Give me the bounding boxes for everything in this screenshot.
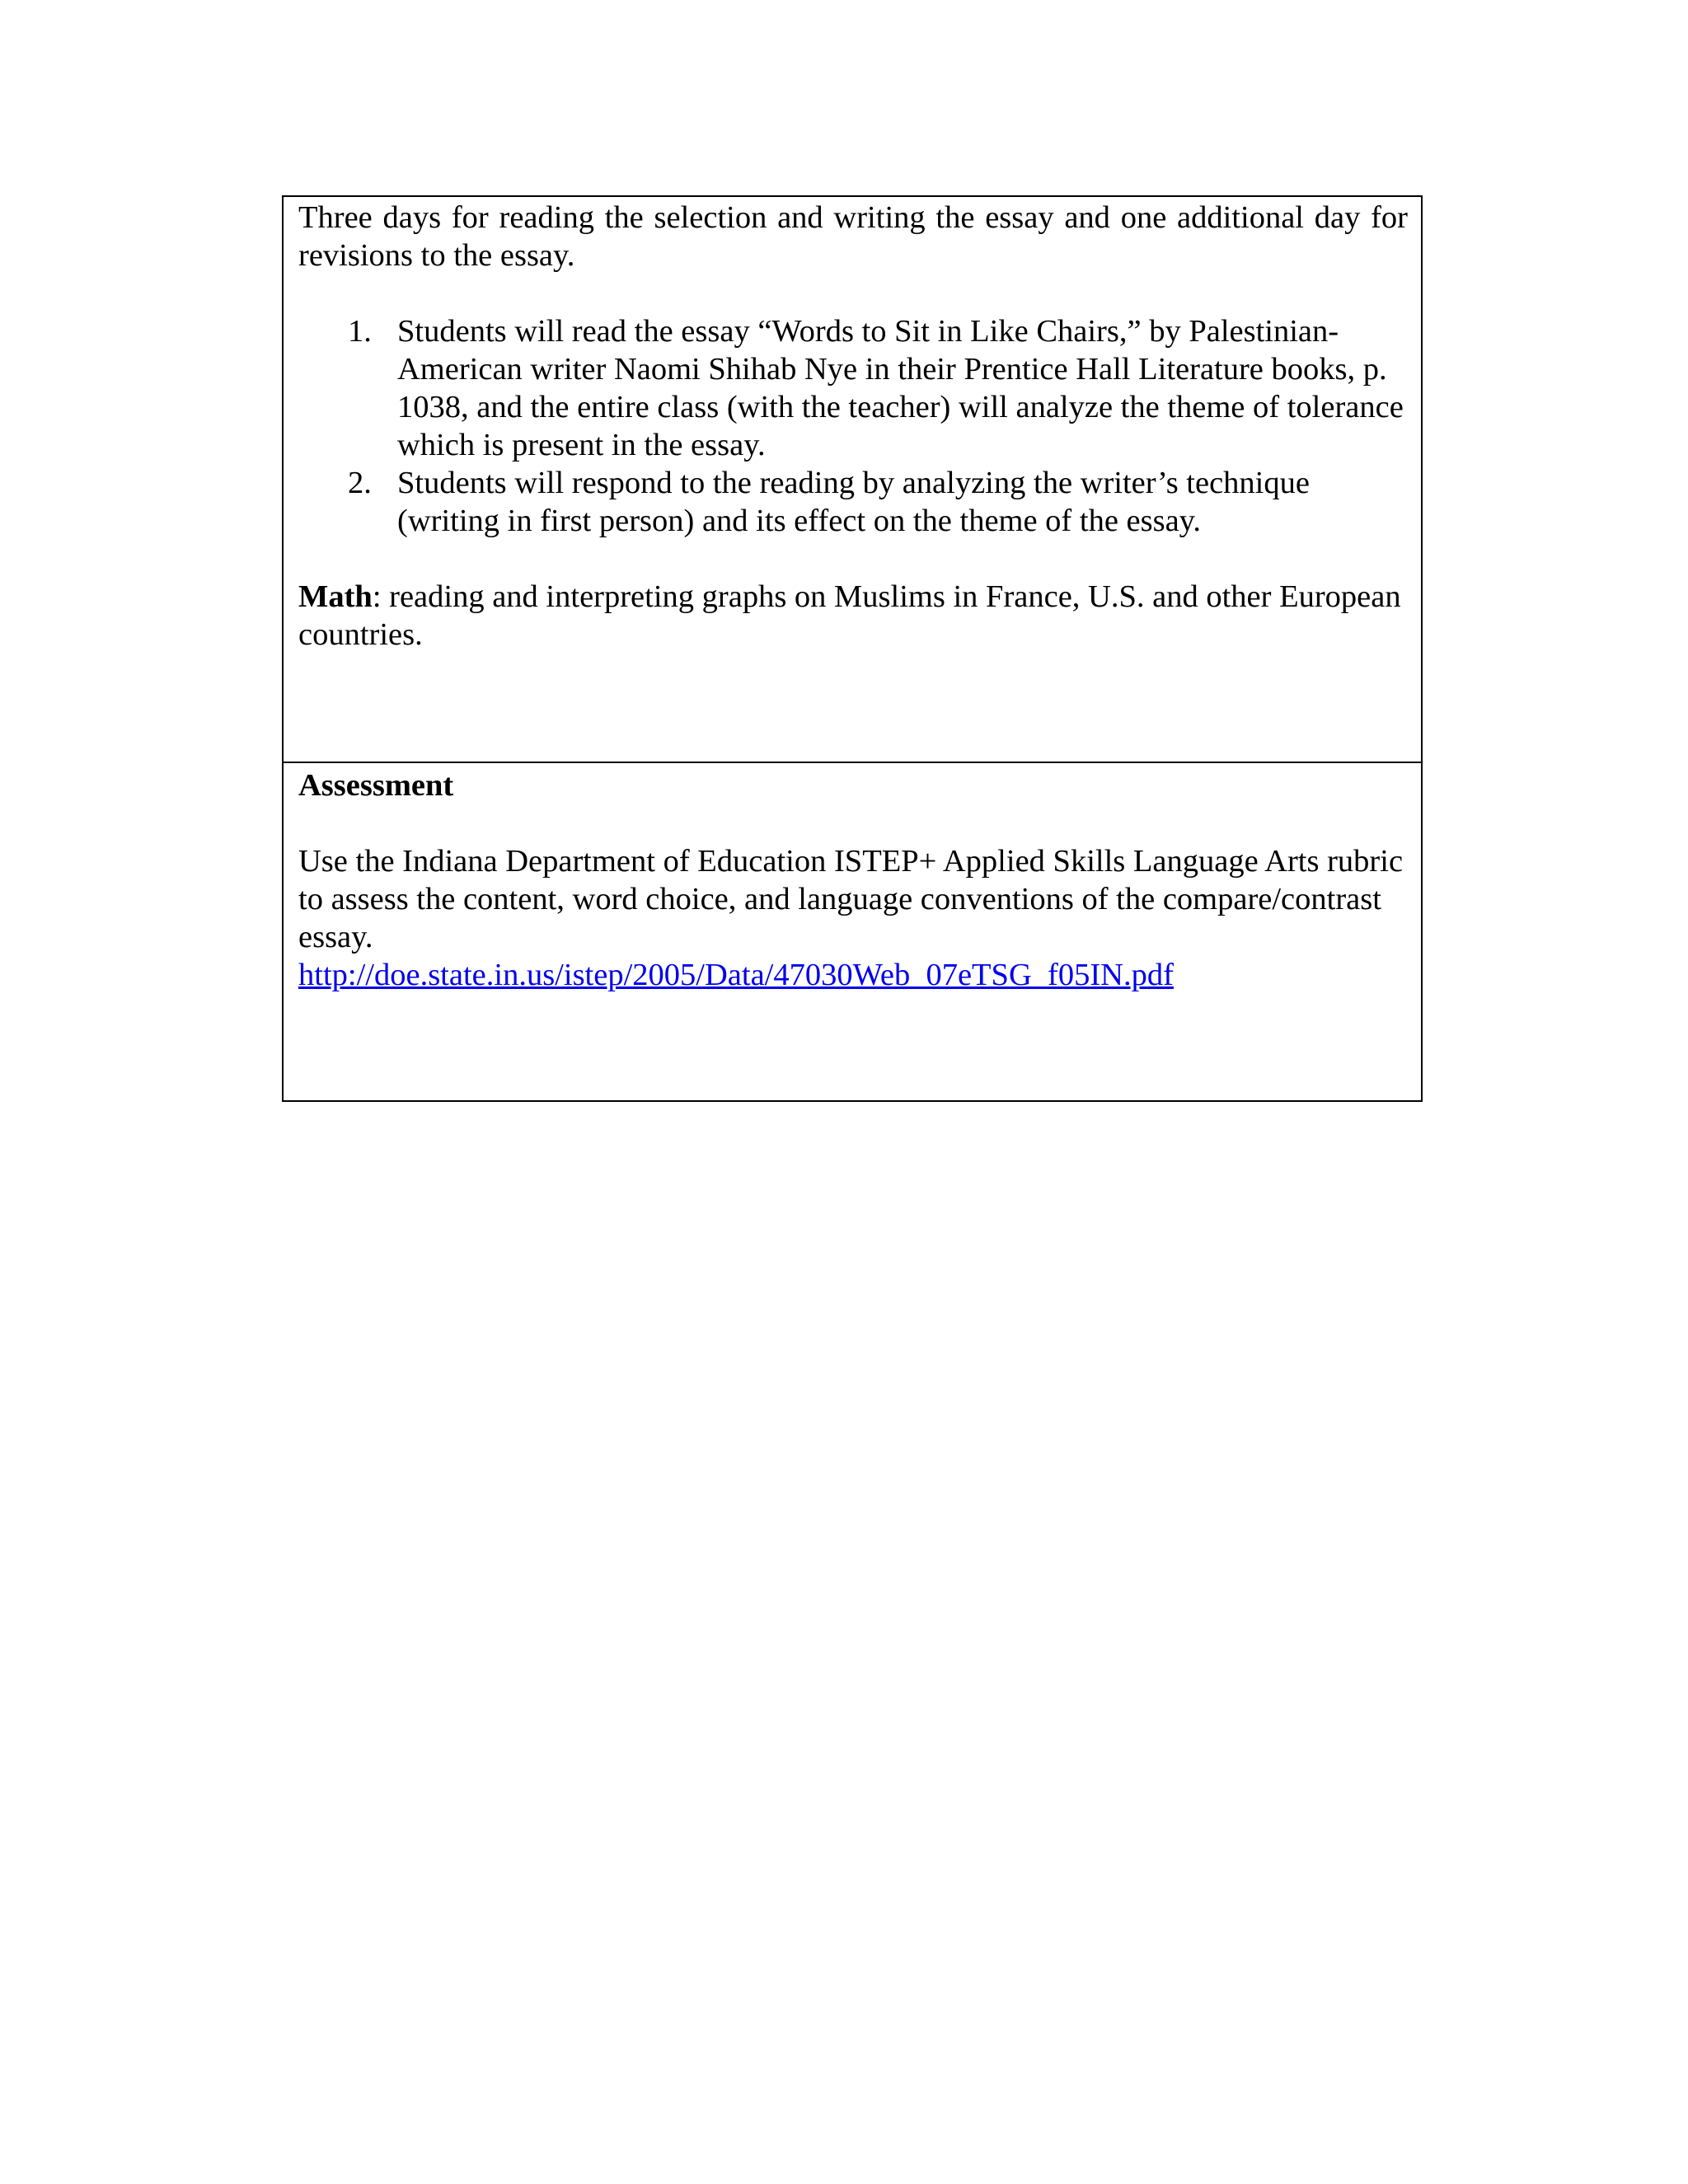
assessment-cell [284,763,1421,1100]
list-item [298,464,1408,540]
lesson-table [282,195,1423,1102]
spacer [298,804,1408,842]
math-paragraph [298,578,1408,654]
spacer [298,274,1408,312]
assessment-paragraph: Use the Indiana Department of Education ISTEP+ Applied Skills Language Arts rubric to assess the content, word choice, and language conventions of the compare/contrast essay. [298,844,1404,954]
rubric-link[interactable]: http://doe.state.in.us/istep/2005/Data/47030Web_07eTSG_f05IN.pdf [298,958,1174,992]
spacer [298,540,1408,578]
list-item-text: Students will read the essay “Words to Sit in Like Chairs,” by Palestinian-American writer Naomi Shihab Nye in their Prentice Hall Literature books, p. 1038, and the entire class (with the teacher) will analyze the theme of tolerance which is present in the essay. [397,314,1404,462]
schedule-paragraph: Three days for reading the selection and writing the essay and one additional day for revisions to the essay. [298,200,1408,273]
procedure-cell [284,197,1421,763]
list-item-text: Students will respond to the reading by analyzing the writer’s technique (writing in first person) and its effect on the theme of the essay. [397,466,1310,538]
activity-list [298,312,1408,540]
list-item-number: 2. [348,466,372,500]
list-item [298,312,1408,464]
math-text: : reading and interpreting graphs on Muslims in France, U.S. and other European countries. [298,579,1401,652]
list-item-number: 1. [348,314,372,349]
assessment-heading: Assessment [298,768,454,803]
rubric-link-line [298,956,1408,994]
math-label: Math [298,579,373,614]
